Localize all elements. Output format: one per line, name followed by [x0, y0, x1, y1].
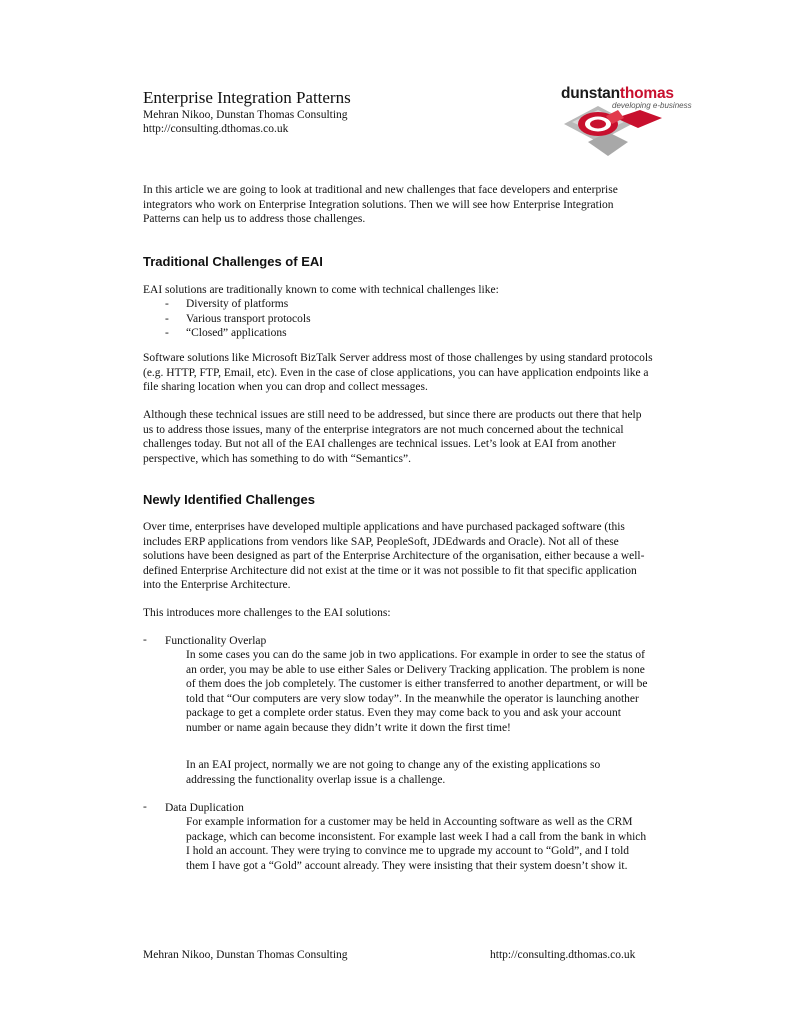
logo-word-dunstan: dunstan — [561, 85, 620, 102]
list-item-text: Diversity of platforms — [186, 298, 289, 310]
list-item-text: Various transport protocols — [186, 312, 311, 325]
section2-paragraph-2: This introduces more challenges to the EAI solutions: — [143, 607, 391, 619]
document-title: Enterprise Integration Patterns — [143, 88, 351, 107]
section1-lead: EAI solutions are traditionally known to come with technical challenges like: — [143, 284, 499, 296]
section-heading-newly-identified: Newly Identified Challenges — [143, 492, 315, 507]
item-text-functionality-overlap-2: In an EAI project, normally we are not going to change any of the existing applications so addressing the functionality overlap issue is a challenge. — [186, 759, 601, 786]
list-item — [143, 312, 653, 327]
list-item-text: “Closed” applications — [186, 327, 287, 340]
footer-author: Mehran Nikoo, Dunstan Thomas Consulting — [143, 949, 348, 961]
section1-paragraph-1: Software solutions like Microsoft BizTalk Server address most of those challenges by using standard protocols (e.g. HTTP, FTP, Email, etc). Even in the case of close applications, you can have application endpoints like a file sharing location when you can drop and collect messages. — [143, 352, 653, 394]
item-text-functionality-overlap: In some cases you can do the same job in two applications. For example in order to see the status of an order, you may be able to use either Sales or Delivery Tracking application. The problem is none of them does the job completely. The customer is either transferred to another department, or will be told that “Our computers are very slow today”. In the meanwhile the operator is launching another package to get a complete order status. Even they may come back to you and ask your account number or name again because they didn’t write it down the first time! — [186, 649, 648, 734]
challenge-list — [143, 297, 653, 341]
logo-word-thomas: thomas — [619, 85, 674, 102]
list-dash: - — [165, 312, 169, 325]
section-heading-traditional: Traditional Challenges of EAI — [143, 254, 323, 269]
item-text-data-duplication: For example information for a customer may be held in Accounting software as well as the CRM package, which can become inconsistent. For example last week I had a call from the bank in which I hold an account. They were trying to convince me to upgrade my account to “Gold”, and I told them I have got a “Gold” account already. They were insisting that their system doesn’t show it. — [186, 816, 647, 872]
item-title-functionality-overlap: Functionality Overlap — [165, 635, 267, 647]
list-dash: - — [165, 327, 169, 340]
logo-tagline: developing e-business — [612, 101, 692, 110]
section1-paragraph-2: Although these technical issues are still need to be addressed, but since there are products out there that help us to address those issues, many of the enterprise integrators are not much concerned about the technical challenges today. But not all of the EAI challenges are technical issues. Let’s look at EAI from another perspective, which has something to do with “Semantics”. — [143, 409, 642, 465]
company-logo — [556, 85, 692, 158]
footer-url: http://consulting.dthomas.co.uk — [490, 949, 636, 961]
list-item — [143, 326, 653, 341]
header-url: http://consulting.dthomas.co.uk — [143, 123, 289, 135]
logo-emblem-icon — [558, 102, 670, 158]
section2-paragraph-1: Over time, enterprises have developed multiple applications and have purchased packaged software (this includes ERP applications from vendors like SAP, PeopleSoft, JDEdwards and Oracle). Not all of these solutions have been designed as part of the Enterprise Architecture of the organisation, either because a well-defined Enterprise Architecture did not exist at the time or it was not possible to fit that specific application into the Enterprise Architecture. — [143, 521, 645, 592]
author-line: Mehran Nikoo, Dunstan Thomas Consulting — [143, 109, 348, 121]
item-dash: - — [143, 801, 147, 813]
list-dash: - — [165, 298, 169, 310]
item-title-data-duplication: Data Duplication — [165, 802, 244, 814]
list-item — [143, 297, 653, 312]
item-dash: - — [143, 634, 147, 646]
intro-paragraph: In this article we are going to look at traditional and new challenges that face developers and enterprise integrators who work on Enterprise Integration solutions. Then we will see how Enterprise Integration Patterns can help us to address those challenges. — [143, 184, 618, 226]
